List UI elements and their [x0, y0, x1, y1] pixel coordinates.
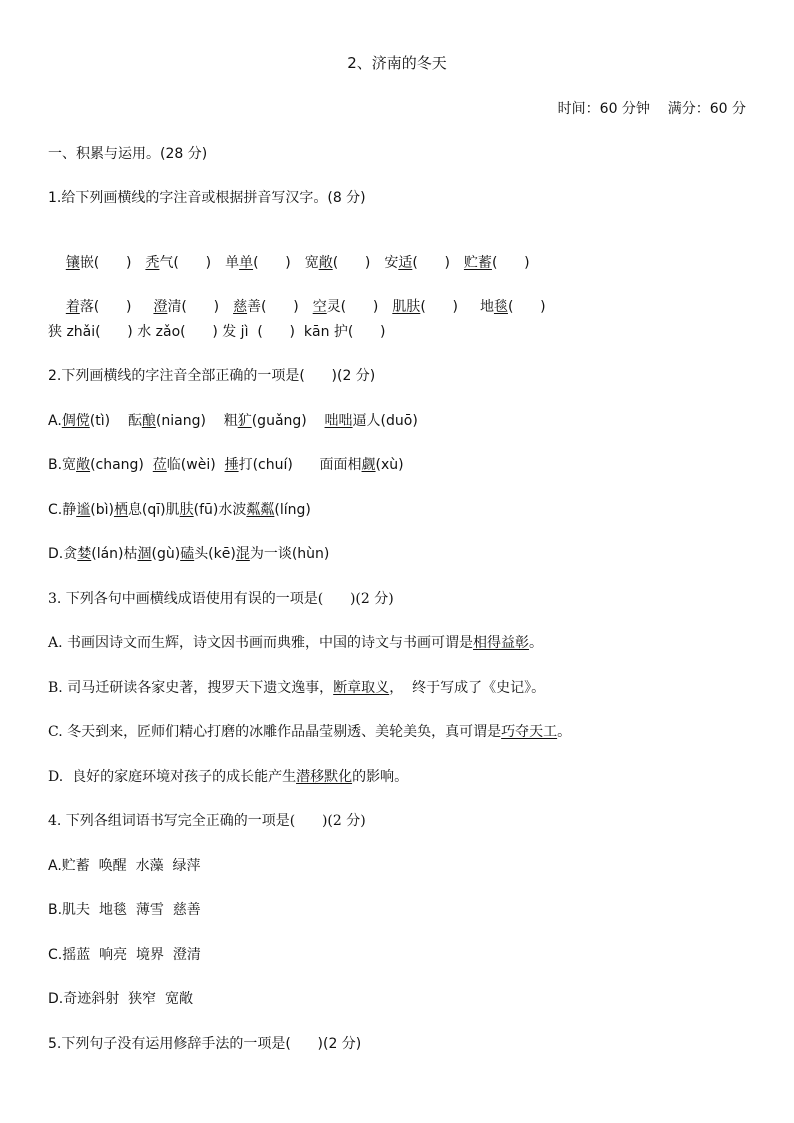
q1-r2-item-6: 地毯( ): [479, 299, 546, 315]
question-1-stem: 1.给下列画横线的字注音或根据拼音写汉字。(8 分): [48, 190, 366, 206]
q1-r2-item-5: 肌肤( ): [392, 299, 458, 315]
question-5-stem: 5.下列句子没有运用修辞手法的一项是( )(2 分): [48, 1036, 362, 1052]
question-4-option-c: C.摇蓝 响亮 境界 澄清: [48, 947, 201, 963]
q1-r1-item-6: 贮蓄( ): [463, 255, 530, 271]
question-2-option-a: A.倜傥(tì) 酝酿(niang) 粗犷(guǎng) 咄咄逼人(duō): [48, 413, 418, 429]
q1-r1-item-5: 安适( ): [384, 255, 450, 271]
q1-r2-item-1: 着落( ): [65, 299, 132, 315]
question-4-option-b: B.肌夫 地毯 薄雪 慈善: [48, 902, 201, 918]
question-3-option-b: B. 司马迁研读各家史著，搜罗天下遗文逸事，断章取义， 终于写成了《史记》。: [48, 680, 546, 696]
page-title: 2、济南的冬天: [347, 54, 447, 72]
question-4-stem: 4. 下列各组词语书写完全正确的一项是( )(2 分): [48, 813, 366, 829]
q1-r1-item-2: 秃气( ): [145, 255, 212, 271]
q1-r1-item-3: 单单( ): [225, 255, 291, 271]
q1-r2-item-3: 慈善( ): [233, 299, 299, 315]
question-2-option-d: D.贪婪(lán)枯涸(gù)磕头(kē)混为一谈(hùn): [48, 546, 330, 562]
q1-r2-item-2: 澄清( ): [153, 299, 220, 315]
question-3-option-d: D. 良好的家庭环境对孩子的成长能产生潜移默化的影响。: [48, 769, 409, 785]
section-heading: 一、积累与运用。(28 分): [48, 146, 208, 162]
q1-r1-item-1: 镶嵌( ): [65, 255, 132, 271]
question-2-option-b: B.宽敞(chang) 莅临(wèi) 捶打(chuí) 面面相觑(xù): [48, 457, 404, 473]
q1-r2-item-4: 空灵( ): [312, 299, 379, 315]
question-3-stem: 3. 下列各句中画横线成语使用有误的一项是( )(2 分): [48, 591, 394, 607]
question-4-option-d: D.奇迹斜射 狭窄 宽敞: [48, 991, 194, 1007]
q1-r1-item-4: 宽敞( ): [304, 255, 371, 271]
question-2-stem: 2.下列画横线的字注音全部正确的一项是( )(2 分): [48, 368, 376, 384]
question-4-option-a: A.贮蓄 唤醒 水藻 绿萍: [48, 858, 201, 874]
question-2-option-c: C.静谧(bì)栖息(qī)肌肤(fū)水波粼粼(líng): [48, 502, 311, 518]
question-3-option-a: A. 书画因诗文而生辉，诗文因书画而典雅，中国的诗文与书画可谓是相得益彰。: [48, 635, 544, 651]
exam-meta: 时间：60 分钟 满分：60 分: [557, 101, 746, 117]
question-1-row-3: 狭 zhǎi( ) 水 zǎo( ) 发 jì ( ) kān 护( ): [48, 324, 386, 340]
question-3-option-c: C. 冬天到来，匠师们精心打磨的冰雕作品晶莹剔透、美轮美奂，真可谓是巧夺天工。: [48, 724, 572, 740]
